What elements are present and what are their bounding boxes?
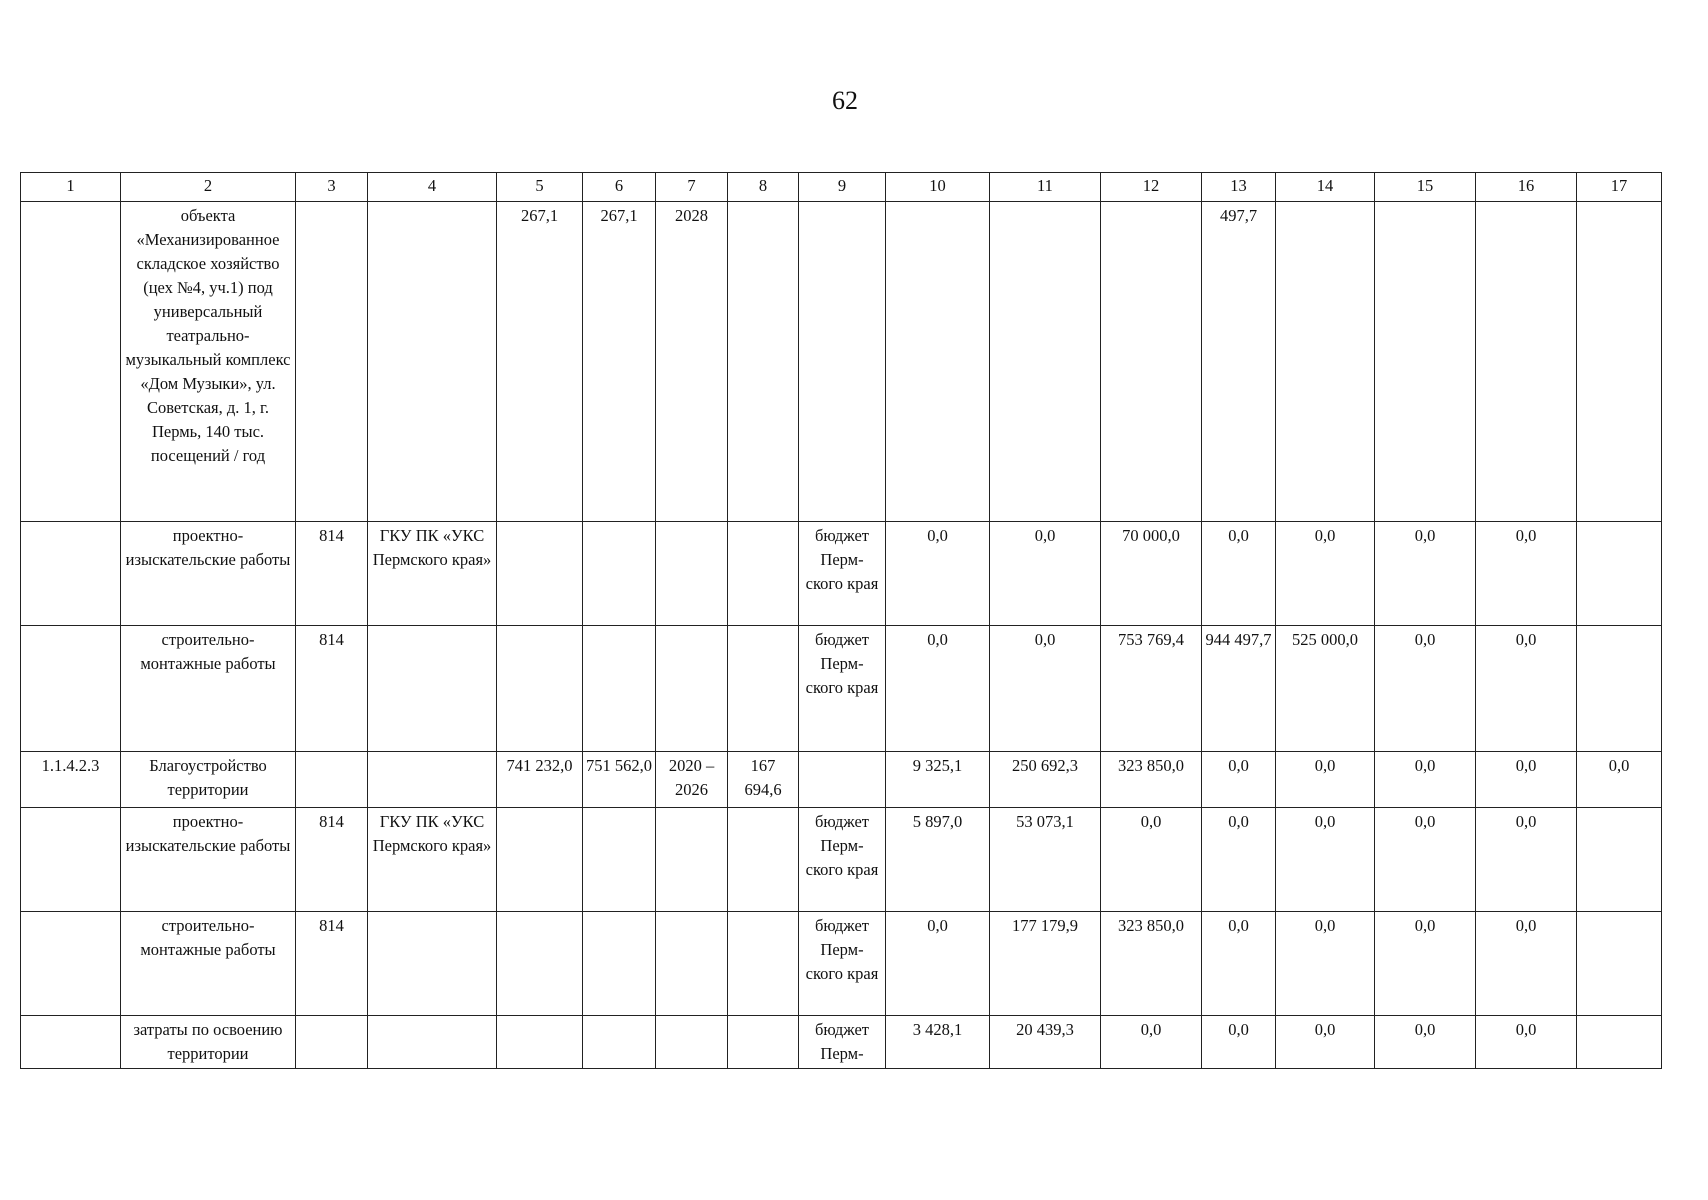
- table-cell-col-14: 0,0: [1276, 752, 1375, 808]
- table-cell-col-10: 0,0: [886, 912, 990, 1016]
- table-cell-col-3: 814: [296, 626, 368, 752]
- table-cell-col-7: [656, 626, 728, 752]
- table-cell-col-9: [799, 752, 886, 808]
- table-cell-col-13: 944 497,7: [1202, 626, 1276, 752]
- table-cell-col-11: 0,0: [990, 522, 1101, 626]
- table-cell-col-17: [1577, 808, 1662, 912]
- table-cell-col-11: [990, 202, 1101, 522]
- table-cell-col-15: 0,0: [1375, 1016, 1476, 1069]
- table-cell-col-15: 0,0: [1375, 522, 1476, 626]
- table-cell-col-4: [368, 912, 497, 1016]
- table-cell-col-16: [1476, 202, 1577, 522]
- column-number-16: 16: [1476, 173, 1577, 202]
- table-cell-col-14: 0,0: [1276, 522, 1375, 626]
- table-cell-col-1: [21, 522, 121, 626]
- table-cell-col-6: 267,1: [583, 202, 656, 522]
- table-row: [21, 912, 1662, 1016]
- table-cell-col-13: 0,0: [1202, 808, 1276, 912]
- table-cell-col-11: 250 692,3: [990, 752, 1101, 808]
- table-cell-col-1: [21, 912, 121, 1016]
- table-cell-col-4: ГКУ ПК «УКС Пермского края»: [368, 808, 497, 912]
- table-header-row: [21, 173, 1662, 202]
- table-cell-col-10: [886, 202, 990, 522]
- table-cell-col-9: бюджет Перм-ского края: [799, 522, 886, 626]
- table-cell-col-8: [728, 808, 799, 912]
- table-cell-col-12: 70 000,0: [1101, 522, 1202, 626]
- table-cell-col-15: 0,0: [1375, 912, 1476, 1016]
- table-cell-col-15: 0,0: [1375, 626, 1476, 752]
- table-row: [21, 752, 1662, 808]
- table-cell-col-3: 814: [296, 808, 368, 912]
- table-cell-col-6: [583, 912, 656, 1016]
- table-cell-col-10: 0,0: [886, 626, 990, 752]
- table-cell-col-12: 0,0: [1101, 1016, 1202, 1069]
- table-cell-col-4: [368, 202, 497, 522]
- column-number-14: 14: [1276, 173, 1375, 202]
- table-cell-col-6: [583, 522, 656, 626]
- table-row: [21, 626, 1662, 752]
- column-number-6: 6: [583, 173, 656, 202]
- table-cell-col-1: [21, 1016, 121, 1069]
- table-cell-col-15: [1375, 202, 1476, 522]
- table-cell-col-2: проектно-изыскательские работы: [121, 808, 296, 912]
- column-number-4: 4: [368, 173, 497, 202]
- page-number: 62: [832, 86, 858, 115]
- table-cell-col-14: 0,0: [1276, 1016, 1375, 1069]
- table-cell-col-15: 0,0: [1375, 808, 1476, 912]
- table-cell-col-14: 0,0: [1276, 808, 1375, 912]
- table-cell-col-9: бюджет Перм-ского края: [799, 808, 886, 912]
- table-cell-col-2: объекта «Механизированное складское хозяйство (цех №4, уч.1) под универсальный театрально-музыкальный комплекс «Дом Музыки», ул. Советская, д. 1, г. Пермь, 140 тыс. посещений / год: [121, 202, 296, 522]
- table-cell-col-14: 0,0: [1276, 912, 1375, 1016]
- table-cell-col-2: Благоустройство территории: [121, 752, 296, 808]
- table-cell-col-17: [1577, 912, 1662, 1016]
- column-number-13: 13: [1202, 173, 1276, 202]
- table-cell-col-4: [368, 1016, 497, 1069]
- column-number-10: 10: [886, 173, 990, 202]
- table-cell-col-13: 0,0: [1202, 1016, 1276, 1069]
- table-cell-col-8: [728, 1016, 799, 1069]
- table-cell-col-12: 323 850,0: [1101, 752, 1202, 808]
- table-cell-col-10: 9 325,1: [886, 752, 990, 808]
- table-cell-col-1: [21, 626, 121, 752]
- table-cell-col-3: [296, 752, 368, 808]
- column-number-12: 12: [1101, 173, 1202, 202]
- table-cell-col-4: [368, 626, 497, 752]
- table-cell-col-5: [497, 912, 583, 1016]
- table-cell-col-16: 0,0: [1476, 808, 1577, 912]
- table-cell-col-13: 0,0: [1202, 522, 1276, 626]
- table-cell-col-16: 0,0: [1476, 1016, 1577, 1069]
- table-cell-col-1: [21, 808, 121, 912]
- column-number-11: 11: [990, 173, 1101, 202]
- table-cell-col-4: [368, 752, 497, 808]
- table-row: [21, 522, 1662, 626]
- table-cell-col-12: 323 850,0: [1101, 912, 1202, 1016]
- table-cell-col-16: 0,0: [1476, 752, 1577, 808]
- table-cell-col-17: [1577, 626, 1662, 752]
- column-number-15: 15: [1375, 173, 1476, 202]
- table-cell-col-8: [728, 626, 799, 752]
- column-number-3: 3: [296, 173, 368, 202]
- table-cell-col-6: 751 562,0: [583, 752, 656, 808]
- table-cell-col-8: [728, 912, 799, 1016]
- table-cell-col-8: [728, 522, 799, 626]
- table-cell-col-3: [296, 202, 368, 522]
- table-cell-col-12: [1101, 202, 1202, 522]
- table-cell-col-6: [583, 626, 656, 752]
- table-cell-col-7: [656, 1016, 728, 1069]
- table-cell-col-17: [1577, 522, 1662, 626]
- table-cell-col-17: 0,0: [1577, 752, 1662, 808]
- table-cell-col-11: 53 073,1: [990, 808, 1101, 912]
- table-cell-col-11: 177 179,9: [990, 912, 1101, 1016]
- table-cell-col-1: [21, 202, 121, 522]
- table-cell-col-10: 5 897,0: [886, 808, 990, 912]
- column-number-17: 17: [1577, 173, 1662, 202]
- table-row: [21, 1016, 1662, 1069]
- budget-table: [20, 172, 1662, 1069]
- column-number-1: 1: [21, 173, 121, 202]
- table-cell-col-11: 20 439,3: [990, 1016, 1101, 1069]
- column-number-2: 2: [121, 173, 296, 202]
- table-cell-col-7: [656, 912, 728, 1016]
- table-cell-col-10: 3 428,1: [886, 1016, 990, 1069]
- column-number-5: 5: [497, 173, 583, 202]
- table-cell-col-5: [497, 522, 583, 626]
- table-cell-col-16: 0,0: [1476, 912, 1577, 1016]
- table-cell-col-8: [728, 202, 799, 522]
- table-cell-col-2: затраты по освоению территории: [121, 1016, 296, 1069]
- table-cell-col-2: строительно-монтажные работы: [121, 912, 296, 1016]
- table-cell-col-14: 525 000,0: [1276, 626, 1375, 752]
- table-cell-col-13: 497,7: [1202, 202, 1276, 522]
- table-cell-col-9: бюджет Перм-ского края: [799, 626, 886, 752]
- table-cell-col-7: [656, 808, 728, 912]
- table-cell-col-3: [296, 1016, 368, 1069]
- table-cell-col-3: 814: [296, 522, 368, 626]
- table-cell-col-12: 753 769,4: [1101, 626, 1202, 752]
- table-cell-col-7: [656, 522, 728, 626]
- column-number-8: 8: [728, 173, 799, 202]
- table-cell-col-13: 0,0: [1202, 752, 1276, 808]
- column-number-9: 9: [799, 173, 886, 202]
- table-cell-col-9: бюджет Перм-ского края: [799, 912, 886, 1016]
- table-cell-col-7: 2028: [656, 202, 728, 522]
- table-cell-col-13: 0,0: [1202, 912, 1276, 1016]
- table-cell-col-5: 741 232,0: [497, 752, 583, 808]
- table-cell-col-9: бюджет Перм-: [799, 1016, 886, 1069]
- table-cell-col-6: [583, 1016, 656, 1069]
- table-cell-col-12: 0,0: [1101, 808, 1202, 912]
- table-cell-col-14: [1276, 202, 1375, 522]
- table-cell-col-7: 2020 – 2026: [656, 752, 728, 808]
- table-cell-col-1: 1.1.4.2.3: [21, 752, 121, 808]
- table-cell-col-17: [1577, 202, 1662, 522]
- table-cell-col-9: [799, 202, 886, 522]
- table-cell-col-5: 267,1: [497, 202, 583, 522]
- table-cell-col-5: [497, 626, 583, 752]
- table-cell-col-10: 0,0: [886, 522, 990, 626]
- table-cell-col-11: 0,0: [990, 626, 1101, 752]
- table-cell-col-2: проектно-изыскательские работы: [121, 522, 296, 626]
- table-row: [21, 202, 1662, 522]
- table-cell-col-3: 814: [296, 912, 368, 1016]
- table-cell-col-6: [583, 808, 656, 912]
- table-cell-col-15: 0,0: [1375, 752, 1476, 808]
- table-cell-col-16: 0,0: [1476, 626, 1577, 752]
- table-cell-col-5: [497, 1016, 583, 1069]
- table-cell-col-8: 167 694,6: [728, 752, 799, 808]
- table-cell-col-17: [1577, 1016, 1662, 1069]
- table-cell-col-4: ГКУ ПК «УКС Пермского края»: [368, 522, 497, 626]
- table-cell-col-16: 0,0: [1476, 522, 1577, 626]
- table-cell-col-5: [497, 808, 583, 912]
- table-row: [21, 808, 1662, 912]
- column-number-7: 7: [656, 173, 728, 202]
- table-cell-col-2: строительно-монтажные работы: [121, 626, 296, 752]
